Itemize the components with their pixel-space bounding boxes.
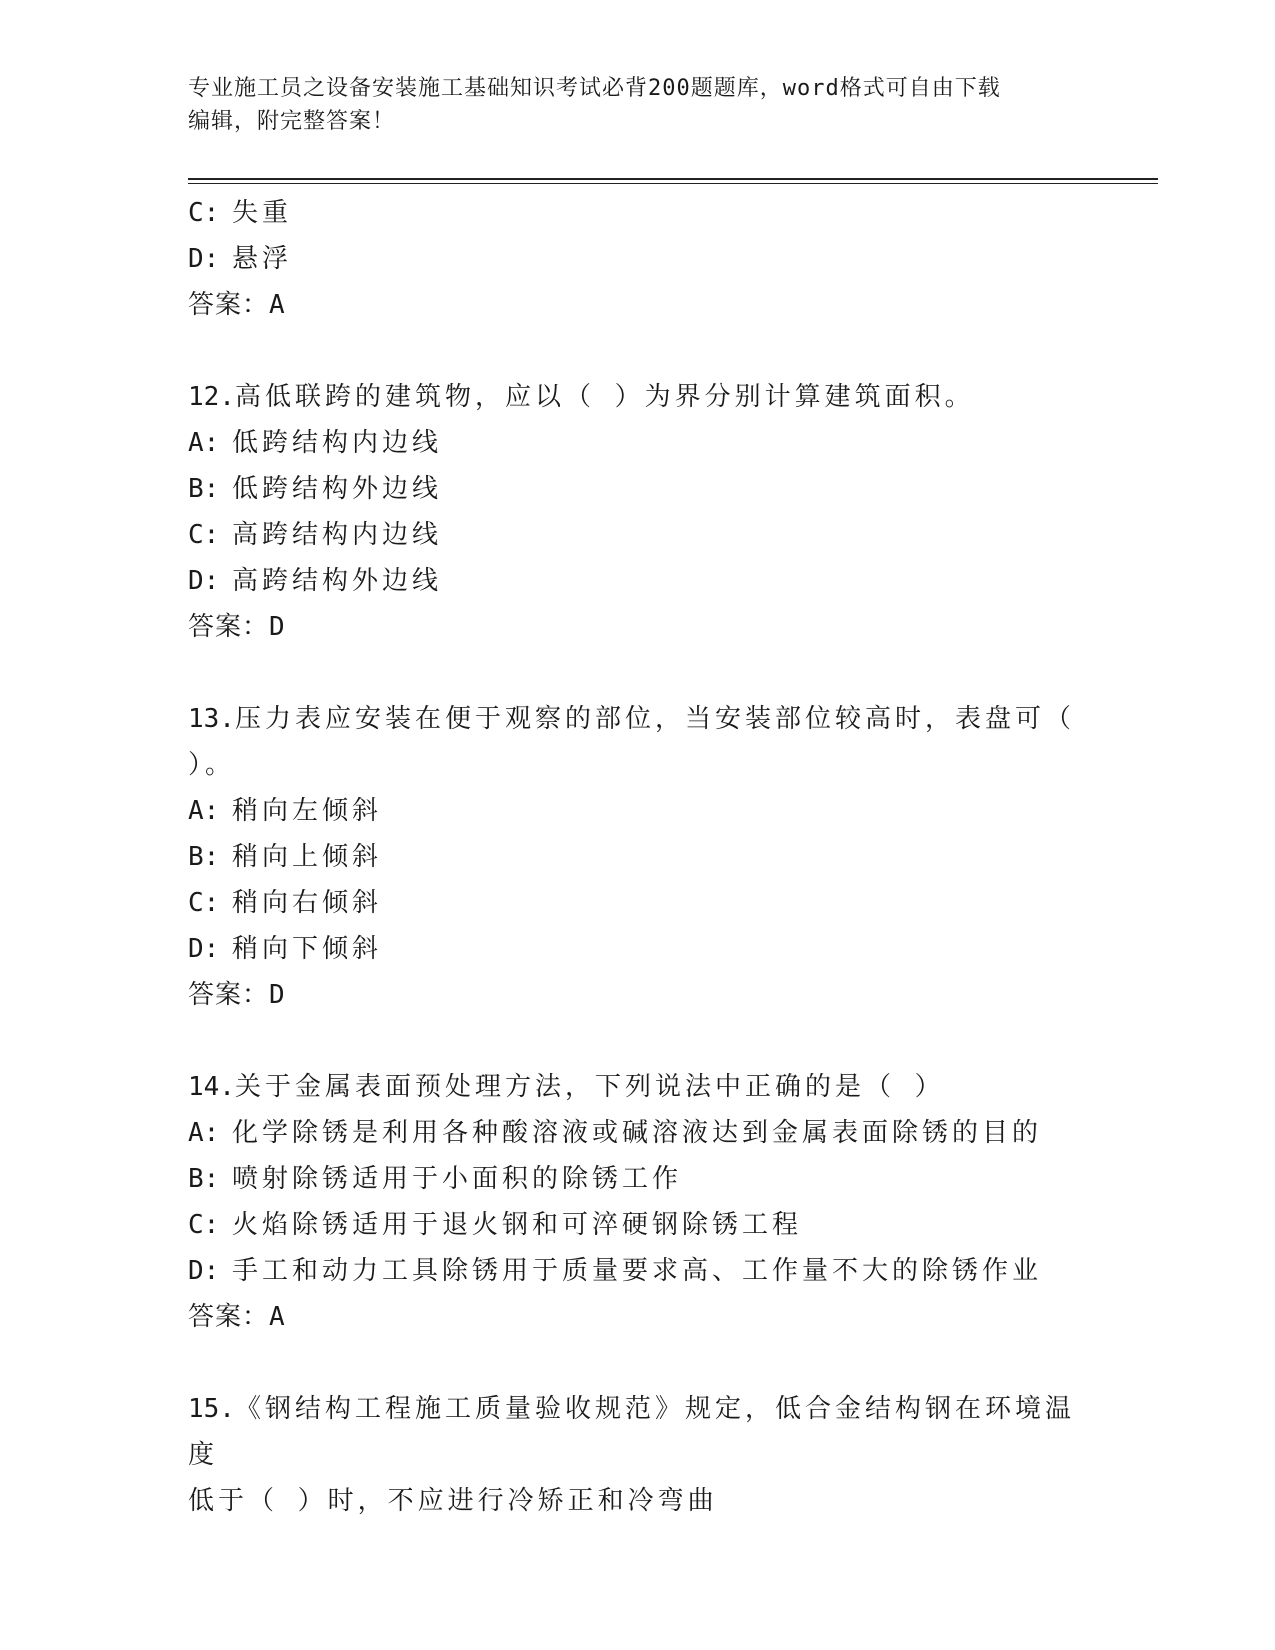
question-number: 14. — [188, 1072, 235, 1102]
answer-line — [188, 1294, 1088, 1340]
previous-question-tail — [188, 190, 1088, 328]
question-line: 关于金属表面预处理方法，下列说法中正确的是（ ） — [234, 1072, 945, 1102]
question-line: 低于（ ）时，不应进行冷矫正和冷弯曲 — [188, 1486, 718, 1516]
header-line-2: 编辑，附完整答案！ — [188, 109, 396, 134]
option-a — [188, 1110, 1088, 1156]
option-letter: B: — [188, 474, 220, 504]
answer-value: D — [269, 980, 286, 1010]
option-text: 低跨结构外边线 — [232, 474, 443, 504]
question-number: 15. — [188, 1394, 235, 1424]
question-line: 高低联跨的建筑物，应以（ ）为界分别计算建筑面积。 — [234, 382, 975, 412]
question-stem — [188, 1386, 1088, 1478]
question-14 — [188, 1064, 1088, 1340]
answer-line — [188, 972, 1088, 1018]
option-b — [188, 1156, 1088, 1202]
answer-label: 答案： — [188, 612, 270, 642]
question-stem — [188, 1064, 1088, 1110]
header-divider-thin — [188, 183, 1158, 184]
question-line: ）。 — [188, 750, 236, 780]
option-text: 悬浮 — [232, 244, 293, 274]
option-letter: A: — [188, 796, 220, 826]
question-stem — [188, 374, 1088, 420]
option-text: 手工和动力工具除锈用于质量要求高、工作量不大的除锈作业 — [232, 1256, 1043, 1286]
questions-content — [188, 190, 1088, 1524]
answer-value: A — [269, 290, 286, 320]
option-letter: A: — [188, 428, 220, 458]
question-number: 12. — [188, 382, 235, 412]
option-a — [188, 788, 1088, 834]
option-letter: D: — [188, 1256, 220, 1286]
option-b — [188, 834, 1088, 880]
option-text: 化学除锈是利用各种酸溶液或碱溶液达到金属表面除锈的目的 — [232, 1118, 1043, 1148]
option-letter: C: — [188, 198, 220, 228]
option-letter: D: — [188, 244, 220, 274]
option-c — [188, 190, 1088, 236]
question-15 — [188, 1386, 1088, 1524]
option-text: 高跨结构外边线 — [232, 566, 443, 596]
option-letter: C: — [188, 1210, 220, 1240]
answer-label: 答案： — [188, 980, 270, 1010]
question-stem-continued — [188, 1478, 1088, 1524]
answer-line — [188, 604, 1088, 650]
option-letter: C: — [188, 888, 220, 918]
option-text: 失重 — [232, 198, 293, 228]
option-letter: C: — [188, 520, 220, 550]
option-d — [188, 236, 1088, 282]
header-line-1: 专业施工员之设备安装施工基础知识考试必背200题题库，word格式可自由下载 — [188, 76, 1001, 101]
option-b — [188, 466, 1088, 512]
option-d — [188, 1248, 1088, 1294]
option-c — [188, 1202, 1088, 1248]
option-text: 低跨结构内边线 — [232, 428, 443, 458]
question-number: 13. — [188, 704, 235, 734]
answer-label: 答案： — [188, 1302, 270, 1332]
option-letter: D: — [188, 566, 220, 596]
question-line: 《钢结构工程施工质量验收规范》规定，低合金结构钢在环境温度 — [188, 1394, 1075, 1470]
option-letter: B: — [188, 842, 220, 872]
option-text: 稍向下倾斜 — [232, 934, 383, 964]
question-stem-continued — [188, 742, 1088, 788]
option-letter: D: — [188, 934, 220, 964]
option-c — [188, 880, 1088, 926]
answer-line — [188, 282, 1088, 328]
answer-value: D — [269, 612, 286, 642]
option-letter: A: — [188, 1118, 220, 1148]
question-stem — [188, 696, 1088, 742]
option-text: 稍向左倾斜 — [232, 796, 383, 826]
question-13 — [188, 696, 1088, 1018]
answer-label: 答案： — [188, 290, 270, 320]
option-d — [188, 558, 1088, 604]
option-text: 火焰除锈适用于退火钢和可淬硬钢除锈工程 — [232, 1210, 803, 1240]
option-d — [188, 926, 1088, 972]
question-12 — [188, 374, 1088, 650]
option-text: 稍向上倾斜 — [232, 842, 383, 872]
answer-value: A — [269, 1302, 286, 1332]
option-a — [188, 420, 1088, 466]
option-text: 稍向右倾斜 — [232, 888, 383, 918]
document-header — [188, 72, 1088, 138]
option-c — [188, 512, 1088, 558]
option-text: 高跨结构内边线 — [232, 520, 443, 550]
option-text: 喷射除锈适用于小面积的除锈工作 — [232, 1164, 683, 1194]
question-line: 压力表应安装在便于观察的部位，当安装部位较高时，表盘可（ — [234, 704, 1075, 734]
header-divider-thick — [188, 178, 1158, 180]
option-letter: B: — [188, 1164, 220, 1194]
